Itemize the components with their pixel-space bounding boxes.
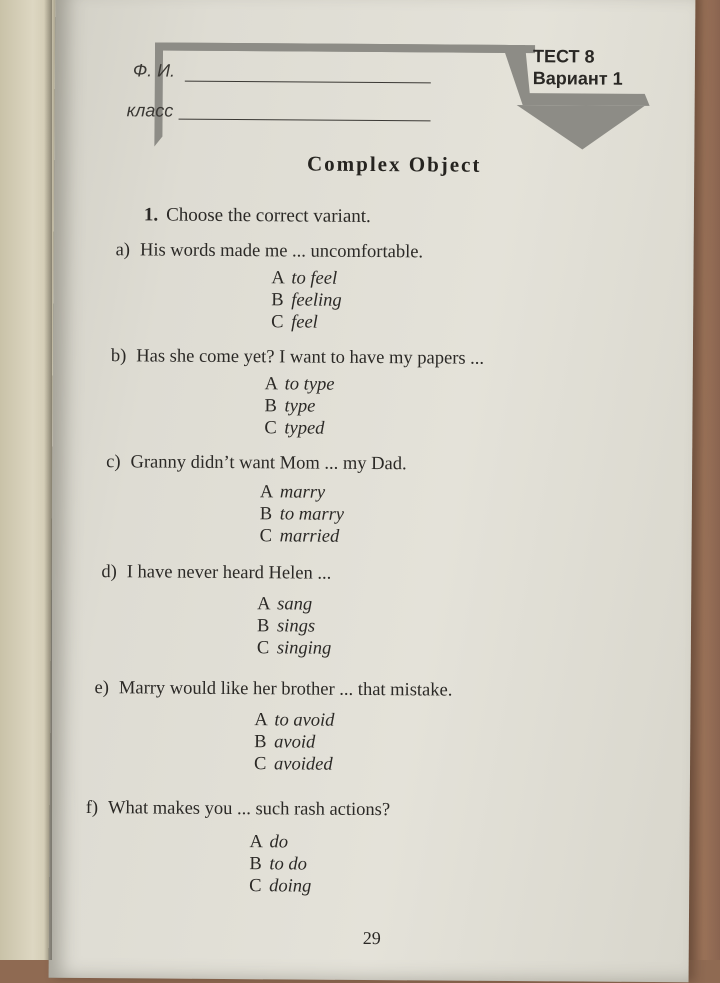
header-band-left xyxy=(154,42,505,148)
option-letter: B xyxy=(256,616,270,637)
option-letter: B xyxy=(249,854,262,875)
question-f xyxy=(86,798,391,821)
option-letter: B xyxy=(271,290,284,311)
question-text: I have never heard Helen ... xyxy=(126,562,332,584)
option-text: feeling xyxy=(291,290,342,311)
option-letter: C xyxy=(271,312,284,333)
option-text: sings xyxy=(276,616,316,637)
option-text: to feel xyxy=(291,268,338,289)
question-letter: c) xyxy=(106,452,121,473)
option-item[interactable] xyxy=(260,481,344,504)
option-text: type xyxy=(284,396,316,417)
option-text: typed xyxy=(284,418,325,439)
options-f xyxy=(249,831,312,897)
variant-text: Вариант 1 xyxy=(532,68,623,89)
question-text: His words made me ... uncomfortable. xyxy=(139,240,424,263)
question-letter: d) xyxy=(101,562,117,583)
question-d xyxy=(101,562,331,585)
question-text: What makes you ... such rash actions? xyxy=(107,798,391,821)
question-letter: f) xyxy=(85,798,99,819)
option-text: do xyxy=(269,832,289,853)
option-item[interactable] xyxy=(257,593,332,616)
option-item[interactable] xyxy=(249,853,311,875)
option-item[interactable] xyxy=(257,615,332,638)
option-item[interactable] xyxy=(254,709,334,732)
option-item[interactable] xyxy=(249,875,311,897)
question-b xyxy=(111,346,484,370)
option-text: marry xyxy=(279,482,326,503)
question-text: Granny didn’t want Mom ... my Dad. xyxy=(130,452,407,475)
options-c xyxy=(260,481,345,548)
class-label: класс xyxy=(126,100,174,121)
option-item[interactable] xyxy=(260,525,344,548)
option-text: to marry xyxy=(279,504,345,525)
option-item[interactable] xyxy=(271,311,341,333)
option-text: married xyxy=(279,526,340,547)
option-letter: B xyxy=(254,732,267,753)
worksheet-page xyxy=(49,0,696,982)
option-item[interactable] xyxy=(264,417,334,439)
options-d xyxy=(257,593,332,660)
question-letter: b) xyxy=(110,346,127,367)
option-item[interactable] xyxy=(257,637,332,660)
task-number: 1. xyxy=(143,204,159,226)
question-c xyxy=(106,452,407,475)
option-text: avoided xyxy=(273,754,333,775)
option-text: to type xyxy=(284,374,335,395)
option-item[interactable] xyxy=(254,731,334,754)
option-text: doing xyxy=(269,876,312,897)
page-number: 29 xyxy=(362,927,381,949)
option-letter: A xyxy=(249,832,263,853)
question-letter: a) xyxy=(115,240,131,261)
option-letter: A xyxy=(264,374,279,395)
name-label: Ф. И. xyxy=(132,60,176,81)
page-title: Complex Object xyxy=(306,151,482,177)
task-instruction xyxy=(144,204,371,228)
option-text: singing xyxy=(276,638,332,659)
option-letter: C xyxy=(249,876,262,897)
option-letter: C xyxy=(264,418,277,439)
option-item[interactable] xyxy=(260,503,344,526)
option-letter: A xyxy=(259,482,274,503)
test-number-text: ТЕСТ 8 xyxy=(532,46,595,67)
header-arrow xyxy=(516,105,644,150)
option-letter: A xyxy=(271,268,285,289)
question-e xyxy=(94,678,452,701)
option-item[interactable] xyxy=(265,373,335,395)
question-text: Marry would like her brother ... that mistake. xyxy=(118,678,453,701)
option-text: avoid xyxy=(274,732,316,753)
option-letter: A xyxy=(254,710,268,731)
question-text: Has she come yet? I want to have my papers ... xyxy=(136,346,485,369)
option-letter: A xyxy=(257,594,271,615)
option-text: sang xyxy=(277,594,313,615)
option-item[interactable] xyxy=(249,831,311,853)
spine-shadow xyxy=(44,0,52,960)
option-letter: B xyxy=(264,396,277,417)
options-e xyxy=(254,709,335,776)
option-item[interactable] xyxy=(271,267,341,289)
option-letter: C xyxy=(253,754,267,775)
option-text: feel xyxy=(291,312,318,333)
option-letter: C xyxy=(259,526,273,547)
option-text: to avoid xyxy=(274,710,335,731)
question-a xyxy=(116,240,424,263)
option-text: to do xyxy=(269,854,307,875)
options-a xyxy=(271,267,342,333)
option-item[interactable] xyxy=(254,753,334,776)
option-item[interactable] xyxy=(264,395,334,417)
option-letter: B xyxy=(259,504,273,525)
task-text: Choose the correct variant. xyxy=(166,204,371,227)
test-number xyxy=(533,45,623,90)
header-band-top xyxy=(155,42,535,53)
options-b xyxy=(264,373,334,439)
option-item[interactable] xyxy=(271,289,341,311)
question-letter: e) xyxy=(94,678,110,699)
option-letter: C xyxy=(256,638,270,659)
